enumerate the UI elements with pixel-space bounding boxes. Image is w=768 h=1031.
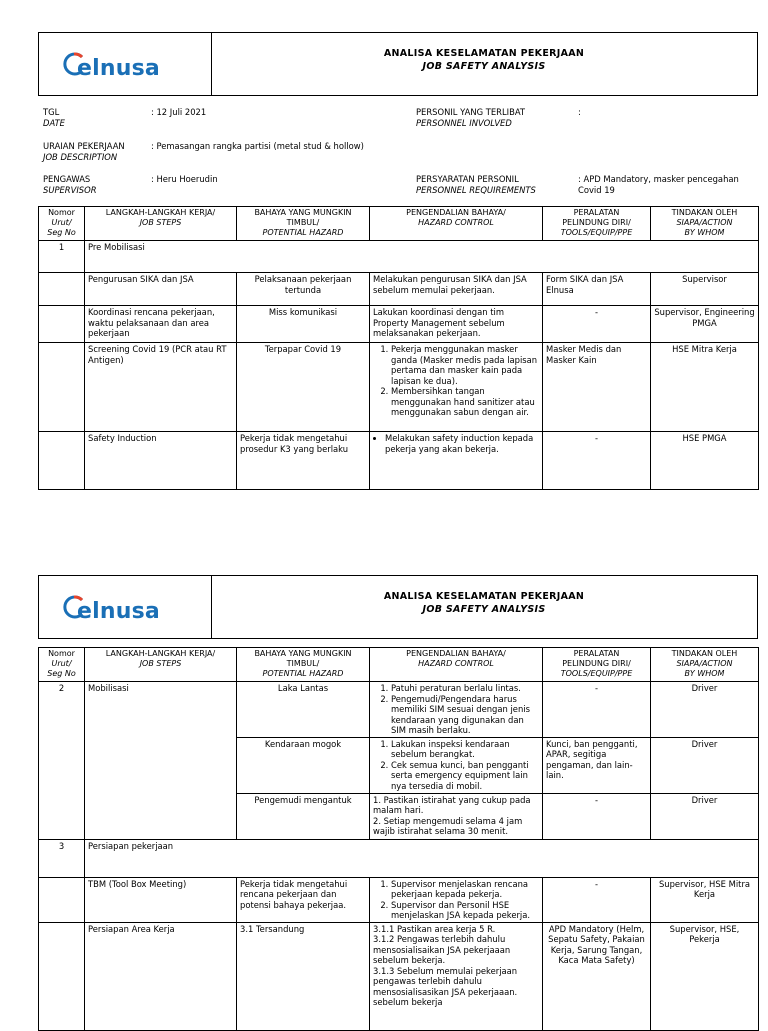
requirements-value xyxy=(578,174,739,195)
ppe-cell: - xyxy=(543,877,651,922)
title-indonesian: ANALISA KESELAMATAN PEKERJAAN xyxy=(383,48,585,59)
table-row xyxy=(39,306,759,343)
page2-header xyxy=(38,575,758,639)
logo-wordmark: elnusa xyxy=(77,599,160,624)
company-logo xyxy=(39,33,212,95)
col-header-hazard: BAHAYA YANG MUNGKIN TIMBUL/ POTENTIAL HAZARD xyxy=(237,207,370,241)
personnel-value: : xyxy=(578,107,581,117)
control-line: 1. Pastikan istirahat yang cukup pada malam hari. xyxy=(373,794,531,815)
control-cell: Melakukan pengurusan SIKA dan JSA sebelum memulai pekerjaan. xyxy=(370,273,543,306)
title-english: JOB SAFETY ANALYSIS xyxy=(422,61,546,72)
company-logo xyxy=(39,576,212,638)
action-cell: HSE Mitra Kerja xyxy=(651,343,759,432)
jsa-table-page1 xyxy=(38,206,759,490)
col-header-ppe: PERALATAN PELINDUNG DIRI/ TOOLS/EQUIP/PPE xyxy=(543,648,651,682)
step-cell: Persiapan Area Kerja xyxy=(85,922,237,1030)
hazard-cell: Kendaraan mogok xyxy=(237,737,370,793)
action-cell: Driver xyxy=(651,682,759,738)
list-item: 2. Cek semua kunci, ban pengganti serta emergency equipment lain nya tersedia di mobil. xyxy=(391,760,539,792)
col-header-control: PENGENDALIAN BAHAYA/ HAZARD CONTROL xyxy=(370,207,543,241)
control-cell xyxy=(370,343,543,432)
section-row xyxy=(39,839,759,877)
jsa-table-page2 xyxy=(38,647,759,1031)
control-line: 3.1.3 Sebelum memulai pekerjaan pengawas terlebih dahulu mensosialisasikan JSA pekerjaaan. sebelum bekerja xyxy=(373,965,518,1007)
step-cell: Pengurusan SIKA dan JSA xyxy=(85,273,237,306)
table-header-row xyxy=(39,207,759,241)
action-cell: Supervisor, Engineering PMGA xyxy=(651,306,759,343)
list-item: 2. Membersihkan tangan menggunakan hand sanitizer atau menggunakan sabun dengan air. xyxy=(391,386,539,418)
hazard-cell: Pekerja tidak mengetahui rencana pekerjaan dan potensi bahaya pekerjaa. xyxy=(237,877,370,922)
ppe-cell: - xyxy=(543,306,651,343)
table-row xyxy=(39,432,759,490)
ppe-cell: - xyxy=(543,793,651,839)
control-cell xyxy=(370,922,543,1030)
step-cell: TBM (Tool Box Meeting) xyxy=(85,877,237,922)
list-item: 1. Lakukan inspeksi kendaraan sebelum berangkat. xyxy=(391,739,539,760)
action-cell: HSE PMGA xyxy=(651,432,759,490)
action-cell: Supervisor xyxy=(651,273,759,306)
jobdesc-value: : Pemasangan rangka partisi (metal stud & hollow) xyxy=(151,141,364,151)
list-item: 2. Supervisor dan Personil HSE menjelaskan JSA kepada pekerja. xyxy=(391,900,539,921)
hazard-cell: Pekerja tidak mengetahui prosedur K3 yang berlaku xyxy=(237,432,370,490)
ppe-cell: Masker Medis dan Masker Kain xyxy=(543,343,651,432)
control-cell xyxy=(370,682,543,738)
supervisor-value: : Heru Hoerudin xyxy=(151,174,218,184)
hazard-cell: Pelaksanaan pekerjaan tertunda xyxy=(237,273,370,306)
col-header-steps: LANGKAH-LANGKAH KERJA/ JOB STEPS xyxy=(85,648,237,682)
ppe-cell: - xyxy=(543,432,651,490)
list-item: 1. Pekerja menggunakan masker ganda (Masker medis pada lapisan pertama dan masker kain pada lapisan ke dua). xyxy=(391,344,539,386)
col-header-control: PENGENDALIAN BAHAYA/ HAZARD CONTROL xyxy=(370,648,543,682)
action-cell: Supervisor, HSE Mitra Kerja xyxy=(651,877,759,922)
personnel-label-block xyxy=(416,107,525,128)
uraian-label: URAIAN PEKERJAAN xyxy=(43,141,125,151)
list-item: 1. Supervisor menjelaskan rencana pekerjaan kepada pekerja. xyxy=(391,879,539,900)
step-cell: Safety Induction xyxy=(85,432,237,490)
table-row xyxy=(39,877,759,922)
list-item: • Melakukan safety induction kepada pekerja yang akan bekerja. xyxy=(385,433,539,454)
title-english: JOB SAFETY ANALYSIS xyxy=(422,604,546,615)
table-row xyxy=(39,343,759,432)
col-header-no: Nomor Urut/ Seg No xyxy=(39,207,85,241)
table-row xyxy=(39,922,759,1030)
action-cell: Driver xyxy=(651,793,759,839)
control-cell xyxy=(370,793,543,839)
control-cell xyxy=(370,737,543,793)
date-label: DATE xyxy=(43,117,65,128)
section-no: 1 xyxy=(39,241,85,273)
title-indonesian: ANALISA KESELAMATAN PEKERJAAN xyxy=(383,591,585,602)
table-row xyxy=(39,273,759,306)
control-line: 2. Setiap mengemudi selama 4 jam wajib istirahat selama 30 menit. xyxy=(373,815,523,836)
action-cell: Supervisor, HSE, Pekerja xyxy=(651,922,759,1030)
col-header-steps: LANGKAH-LANGKAH KERJA/ JOB STEPS xyxy=(85,207,237,241)
col-header-action: TINDAKAN OLEH SIAPA/ACTION BY WHOM xyxy=(651,648,759,682)
ppe-cell: Kunci, ban pengganti, APAR, segitiga pengaman, dan lain-lain. xyxy=(543,737,651,793)
logo-wordmark: elnusa xyxy=(77,56,160,81)
col-header-no: Nomor Urut/ Seg No xyxy=(39,648,85,682)
section-title: Mobilisasi xyxy=(85,682,237,840)
col-header-ppe: PERALATAN PELINDUNG DIRI/ TOOLS/EQUIP/PPE xyxy=(543,207,651,241)
page1-header xyxy=(38,32,758,96)
control-line: 3.1.1 Pastikan area kerja 5 R. xyxy=(373,923,496,934)
supervisor-label-block xyxy=(43,174,97,195)
hazard-cell: 3.1 Tersandung xyxy=(237,922,370,1030)
step-cell: Screening Covid 19 (PCR atau RT Antigen) xyxy=(85,343,237,432)
control-line: 3.1.2 Pengawas terlebih dahulu mensosialisaikan JSA pekerjaaan sebelum bekerja. xyxy=(373,934,511,965)
ppe-cell: - xyxy=(543,682,651,738)
jobdesc-label-block xyxy=(43,141,125,162)
requirements-label-block xyxy=(416,174,536,195)
list-item: 2. Pengemudi/Pengendara harus memiliki SIM sesuai dengan jenis kendaraan yang digunakan dan SIM masih berlaku. xyxy=(391,694,539,736)
requirements-label: PERSONNEL REQUIREMENTS xyxy=(416,184,536,195)
table-row xyxy=(39,682,759,738)
section-row xyxy=(39,241,759,273)
control-cell xyxy=(370,432,543,490)
requirements-value-line1: : APD Mandatory, masker pencegahan xyxy=(578,174,739,184)
control-cell xyxy=(370,877,543,922)
section-no: 2 xyxy=(39,682,85,840)
list-item: 1. Patuhi peraturan berlalu lintas. xyxy=(391,683,539,694)
tgl-label: TGL xyxy=(43,107,60,117)
personil-label: PERSONIL YANG TERLIBAT xyxy=(416,107,526,117)
action-cell: Driver xyxy=(651,737,759,793)
ppe-cell: Form SIKA dan JSA Elnusa xyxy=(543,273,651,306)
control-cell: Lakukan koordinasi dengan tim Property Management sebelum melaksanakan pekerjaan. xyxy=(370,306,543,343)
hazard-cell: Terpapar Covid 19 xyxy=(237,343,370,432)
hazard-cell: Laka Lantas xyxy=(237,682,370,738)
hazard-cell: Miss komunikasi xyxy=(237,306,370,343)
col-header-action: TINDAKAN OLEH SIAPA/ACTION BY WHOM xyxy=(651,207,759,241)
section-title: Pre Mobilisasi xyxy=(85,241,759,273)
requirements-value-line2: Covid 19 xyxy=(578,184,615,195)
step-cell: Koordinasi rencana pekerjaan, waktu pelaksanaan dan area pekerjaan xyxy=(85,306,237,343)
col-header-hazard: BAHAYA YANG MUNGKIN TIMBUL/ POTENTIAL HAZARD xyxy=(237,648,370,682)
ppe-cell: APD Mandatory (Helm, Sepatu Safety, Pakaian Kerja, Sarung Tangan, Kaca Mata Safety) xyxy=(543,922,651,1030)
supervisor-label: SUPERVISOR xyxy=(43,184,97,195)
personnel-involved-label: PERSONNEL INVOLVED xyxy=(416,117,512,128)
section-title: Persiapan pekerjaan xyxy=(85,839,759,877)
persyaratan-label: PERSYARATAN PERSONIL xyxy=(416,174,519,184)
date-label-block xyxy=(43,107,65,128)
table-header-row xyxy=(39,648,759,682)
jobdesc-label: JOB DESCRIPTION xyxy=(43,151,118,162)
date-value: : 12 Juli 2021 xyxy=(151,107,207,117)
section-no: 3 xyxy=(39,839,85,877)
pengawas-label: PENGAWAS xyxy=(43,174,91,184)
hazard-cell: Pengemudi mengantuk xyxy=(237,793,370,839)
